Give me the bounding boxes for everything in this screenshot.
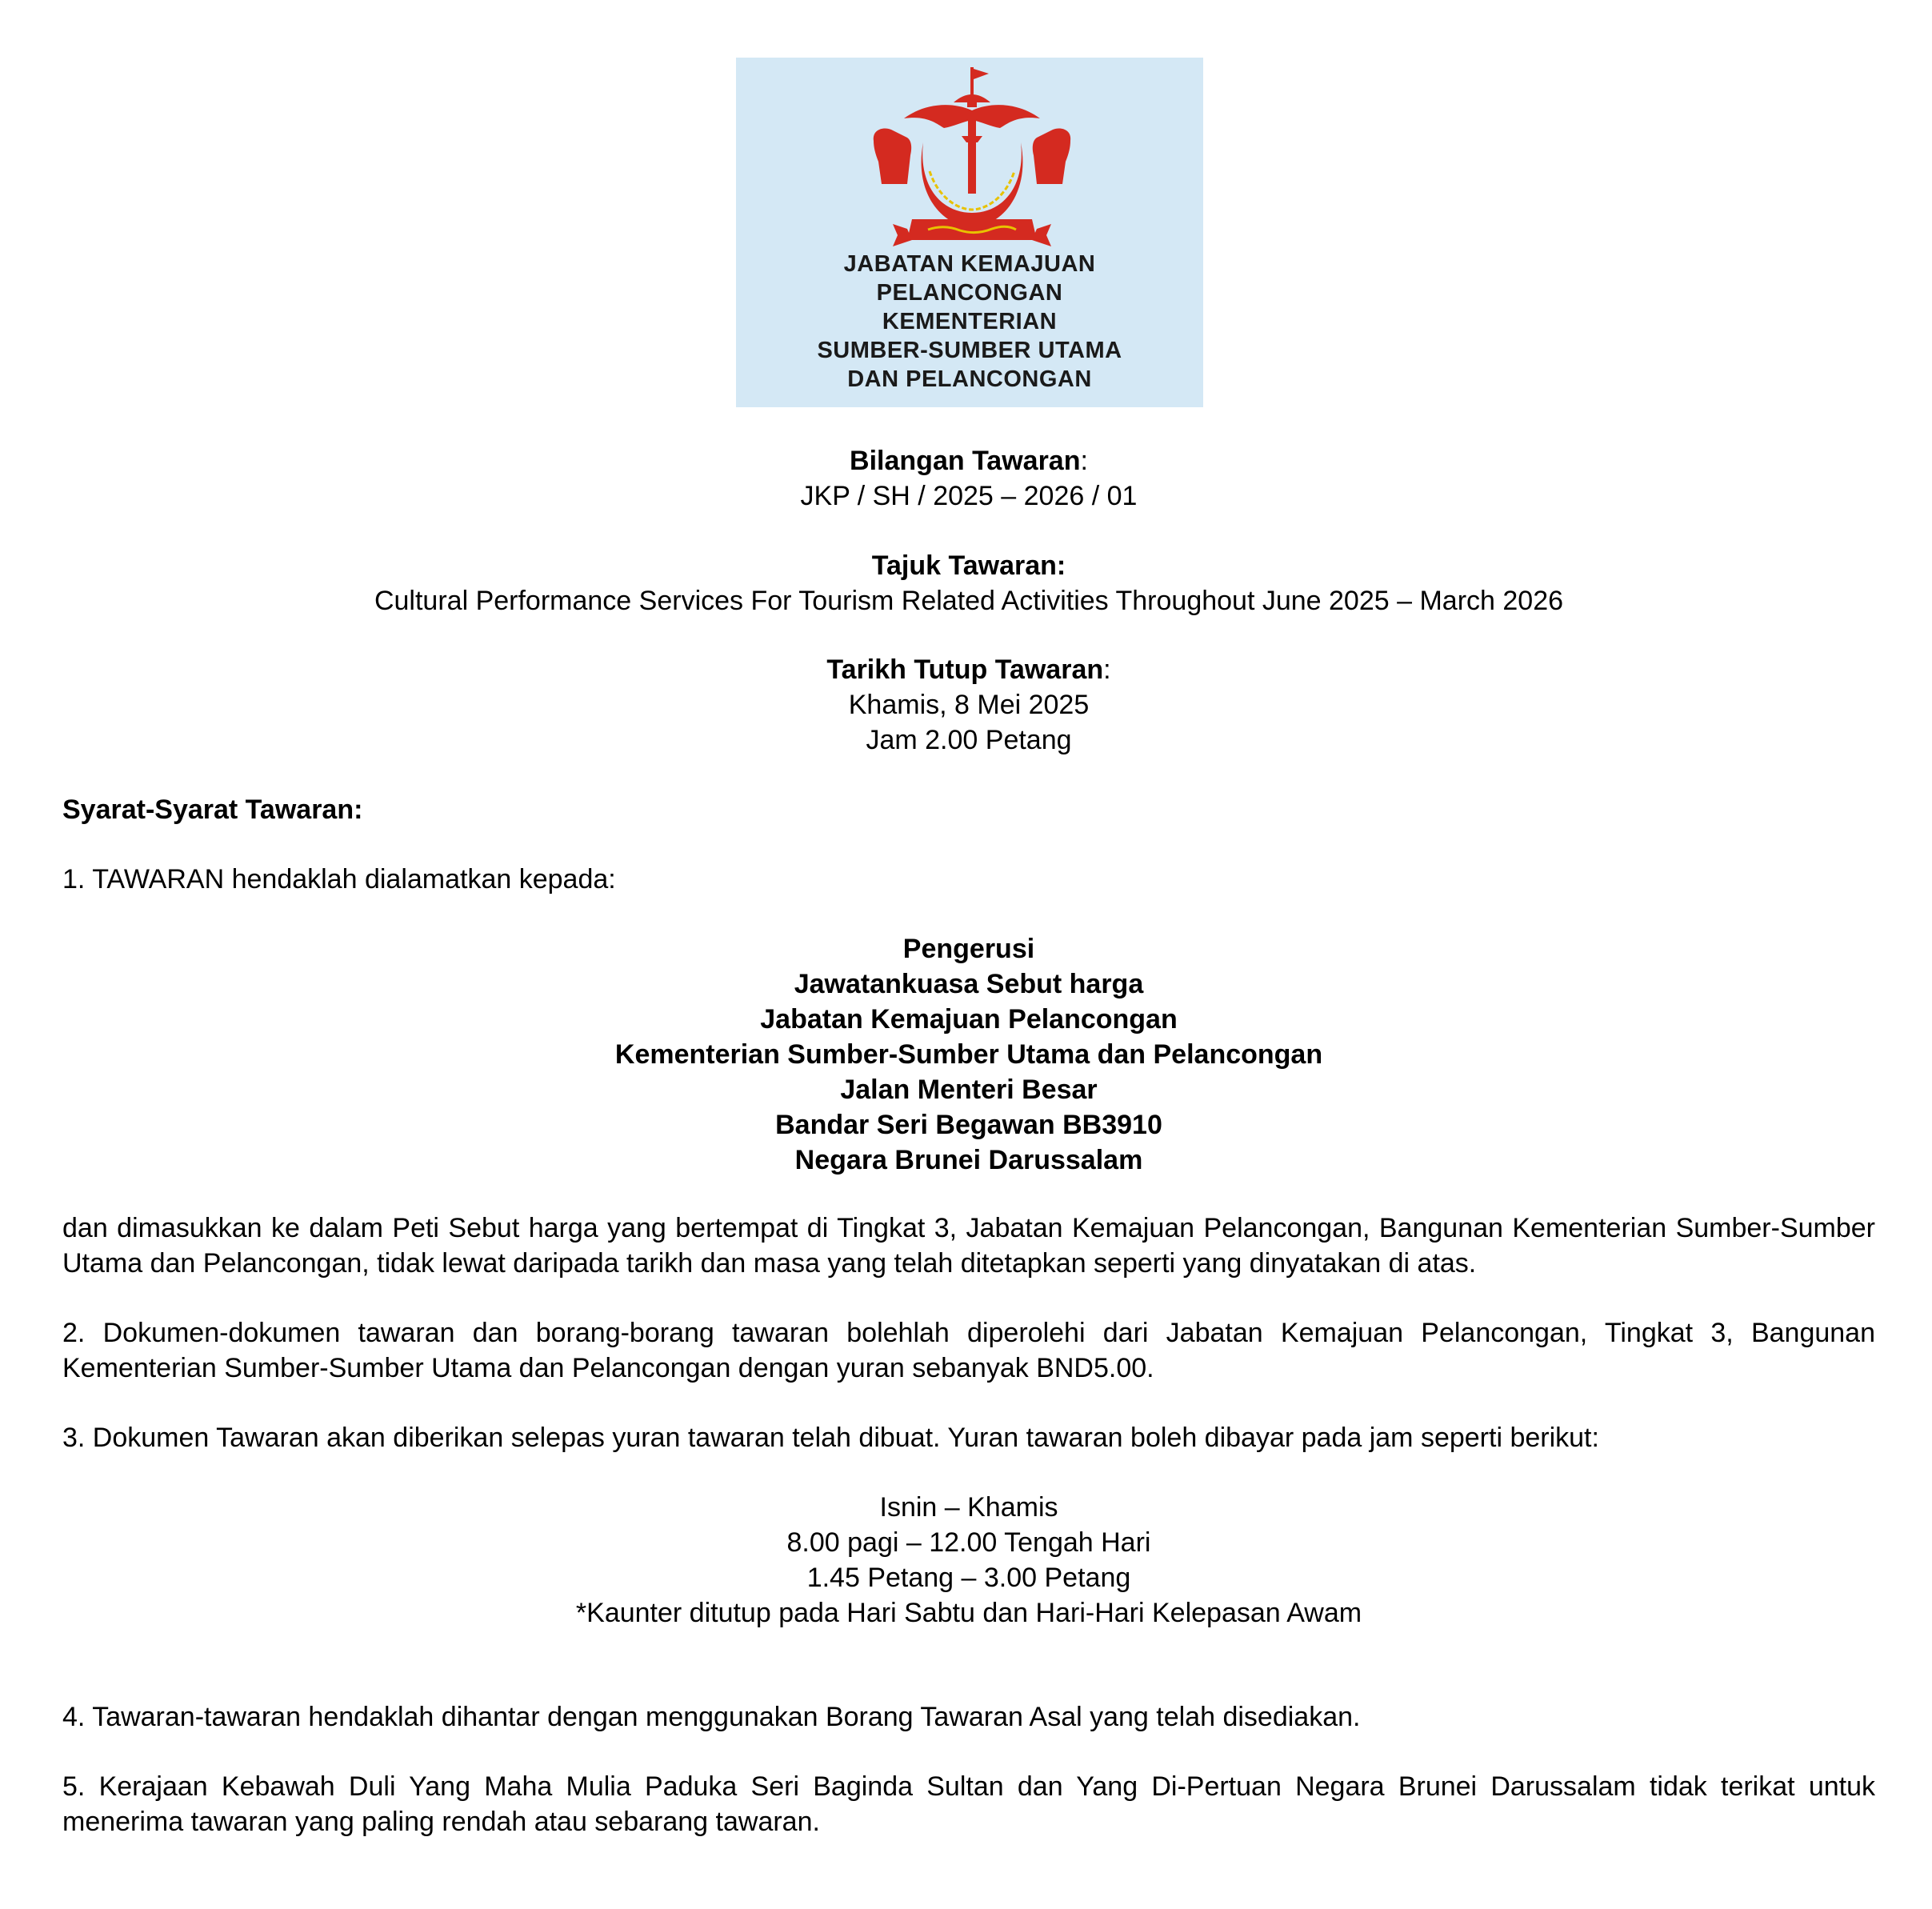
closing-time-value: Jam 2.00 Petang [866,725,1072,755]
address-line: Kementerian Sumber-Sumber Utama dan Pelancongan [614,1039,1323,1070]
logo-line: SUMBER-SUMBER UTAMA [817,338,1122,363]
closing-date-value: Khamis, 8 Mei 2025 [848,690,1090,720]
address-line: Jawatankuasa Sebut harga [794,969,1144,999]
condition-item-2: 2. Dokumen-dokumen tawaran dan borang-borang tawaran bolehlah diperolehi dari Jabatan Kemajuan Pelancongan, Tingkat 3, Bangunan Kementerian Sumber-Sumber Utama dan Pelancongan dengan yuran sebanyak BND5.00. [62,1318,1875,1383]
tender-number-label: Bilangan Tawaran [850,446,1081,476]
closing-date-section: Tarikh Tutup Tawaran: Khamis, 8 Mei 2025 Jam 2.00 Petang [62,652,1875,758]
closing-date-label: Tarikh Tutup Tawaran [826,654,1104,685]
hours-line: *Kaunter ditutup pada Hari Sabtu dan Hari-Hari Kelepasan Awam [575,1598,1362,1628]
hours-line: 8.00 pagi – 12.00 Tengah Hari [786,1527,1151,1558]
logo-line: JABATAN KEMAJUAN [843,251,1096,277]
tender-title-section [62,548,1875,618]
tender-title-value: Cultural Performance Services For Tourism Related Activities Throughout June 2025 – March 2026 [374,586,1564,616]
logo-line: DAN PELANCONGAN [847,366,1092,392]
condition-item-1-text: dan dimasukkan ke dalam Peti Sebut harga yang bertempat di Tingkat 3, Jabatan Kemajuan Pelancongan, Bangunan Kementerian Sumber-Sumber Utama dan Pelancongan, tidak lewat daripada tarikh dan masa yang telah ditetapkan seperti yang dinyatakan di atas. [62,1213,1875,1279]
tender-title-label: Tajuk Tawaran: [871,550,1066,581]
agency-logo [736,58,1203,407]
address-line: Bandar Seri Begawan BB3910 [775,1110,1162,1140]
brunei-crest-icon [856,66,1088,258]
condition-item-3: 3. Dokumen Tawaran akan diberikan selepas yuran tawaran telah dibuat. Yuran tawaran boleh dibayar pada jam seperti berikut: [62,1423,1599,1453]
hours-line: Isnin – Khamis [879,1492,1058,1523]
tender-number-value: JKP / SH / 2025 – 2026 / 01 [800,481,1138,511]
document-page [62,0,1875,1909]
address-block [62,931,1875,1178]
logo-text [736,250,1203,394]
address-line: Negara Brunei Darussalam [794,1145,1143,1175]
condition-item-1-intro: 1. TAWARAN hendaklah dialamatkan kepada: [62,864,616,894]
address-line: Jalan Menteri Besar [840,1075,1098,1105]
tender-number-section: Bilangan Tawaran: JKP / SH / 2025 – 2026 / 01 [62,443,1875,514]
hours-line: 1.45 Petang – 3.00 Petang [806,1563,1131,1593]
address-line: Jabatan Kemajuan Pelancongan [760,1004,1178,1035]
payment-hours [62,1490,1875,1631]
condition-item-4: 4. Tawaran-tawaran hendaklah dihantar dengan menggunakan Borang Tawaran Asal yang telah disediakan. [62,1702,1361,1732]
logo-line: PELANCONGAN [876,280,1063,306]
condition-item-5: 5. Kerajaan Kebawah Duli Yang Maha Mulia Paduka Seri Baginda Sultan dan Yang Di-Pertuan Negara Brunei Darussalam tidak terikat untuk menerima tawaran yang paling rendah atau sebarang tawaran. [62,1771,1875,1837]
address-line: Pengerusi [902,934,1035,964]
conditions-heading: Syarat-Syarat Tawaran: [62,794,363,825]
logo-line: KEMENTERIAN [882,309,1058,334]
